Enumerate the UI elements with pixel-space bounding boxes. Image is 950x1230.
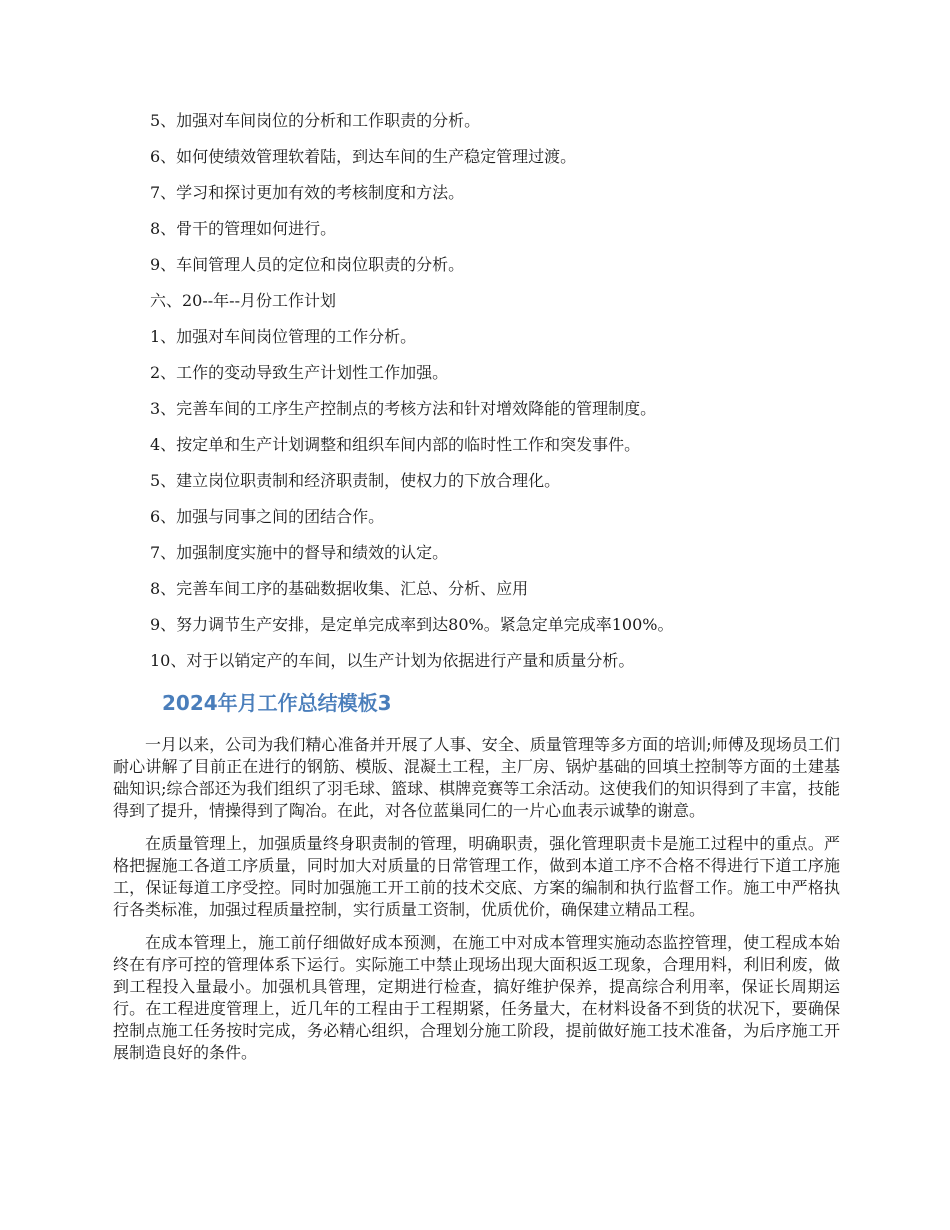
section-heading: 六、20--年--月份工作计划 — [150, 291, 336, 310]
plan-list — [150, 108, 850, 684]
paragraph: 在成本管理上，施工前仔细做好成本预测，在施工中对成本管理实施动态监控管理，使工程成本始终在有序可控的管理体系下运行。实际施工中禁止现场出现大面积返工现象，合理用料，利旧利废，做到工程投入量最小。加强机具管理，定期进行检查，搞好维护保养，提高综合利用率，保证长周期运行。在工程进度管理上，近几年的工程由于工程期紧，任务量大，在材料设备不到货的状况下，要确保控制点施工任务按时完成，务必精心组织，合理划分施工阶段，提前做好施工技术准备，为后序施工开展制造良好的条件。 — [113, 933, 840, 1062]
list-item: 10、对于以销定产的车间，以生产计划为依据进行产量和质量分析。 — [150, 651, 635, 670]
paragraph: 一月以来，公司为我们精心准备并开展了人事、安全、质量管理等多方面的培训;师傅及现场员工们耐心讲解了目前正在进行的钢筋、模版、混凝土工程，主厂房、锅炉基础的回填土控制等方面的土建基础知识;综合部还为我们组织了羽毛球、篮球、棋牌竞赛等工余活动。这使我们的知识得到了丰富，技能得到了提升，情操得到了陶冶。在此，对各位蓝巢同仁的一片心血表示诚挚的谢意。 — [113, 735, 840, 820]
list-item: 3、完善车间的工序生产控制点的考核方法和针对增效降能的管理制度。 — [150, 399, 657, 418]
list-item: 6、如何使绩效管理软着陆，到达车间的生产稳定管理过渡。 — [150, 147, 577, 166]
article-heading: 2024年月工作总结模板3 — [162, 691, 392, 715]
list-item: 9、车间管理人员的定位和岗位职责的分析。 — [150, 255, 465, 274]
list-item: 5、建立岗位职责制和经济职责制，使权力的下放合理化。 — [150, 471, 561, 490]
list-item: 4、按定单和生产计划调整和组织车间内部的临时性工作和突发事件。 — [150, 435, 641, 454]
list-item: 8、完善车间工序的基础数据收集、汇总、分析、应用 — [150, 579, 529, 598]
paragraph: 在质量管理上，加强质量终身职责制的管理，明确职责，强化管理职责卡是施工过程中的重点。严格把握施工各道工序质量，同时加大对质量的日常管理工作，做到本道工序不合格不得进行下道工序施工，保证每道工序受控。同时加强施工开工前的技术交底、方案的编制和执行监督工作。施工中严格执行各类标准，加强过程质量控制，实行质量工资制，优质优价，确保建立精品工程。 — [113, 834, 840, 919]
list-item: 2、工作的变动导致生产计划性工作加强。 — [150, 363, 449, 382]
list-item: 8、骨干的管理如何进行。 — [150, 219, 337, 238]
list-item: 9、努力调节生产安排，是定单完成率到达80%。紧急定单完成率100%。 — [150, 615, 674, 634]
list-item: 5、加强对车间岗位的分析和工作职责的分析。 — [150, 111, 481, 130]
article-body — [113, 734, 840, 1075]
list-item: 1、加强对车间岗位管理的工作分析。 — [150, 327, 417, 346]
list-item: 7、学习和探讨更加有效的考核制度和方法。 — [150, 183, 465, 202]
list-item: 6、加强与同事之间的团结合作。 — [150, 507, 385, 526]
list-item: 7、加强制度实施中的督导和绩效的认定。 — [150, 543, 449, 562]
